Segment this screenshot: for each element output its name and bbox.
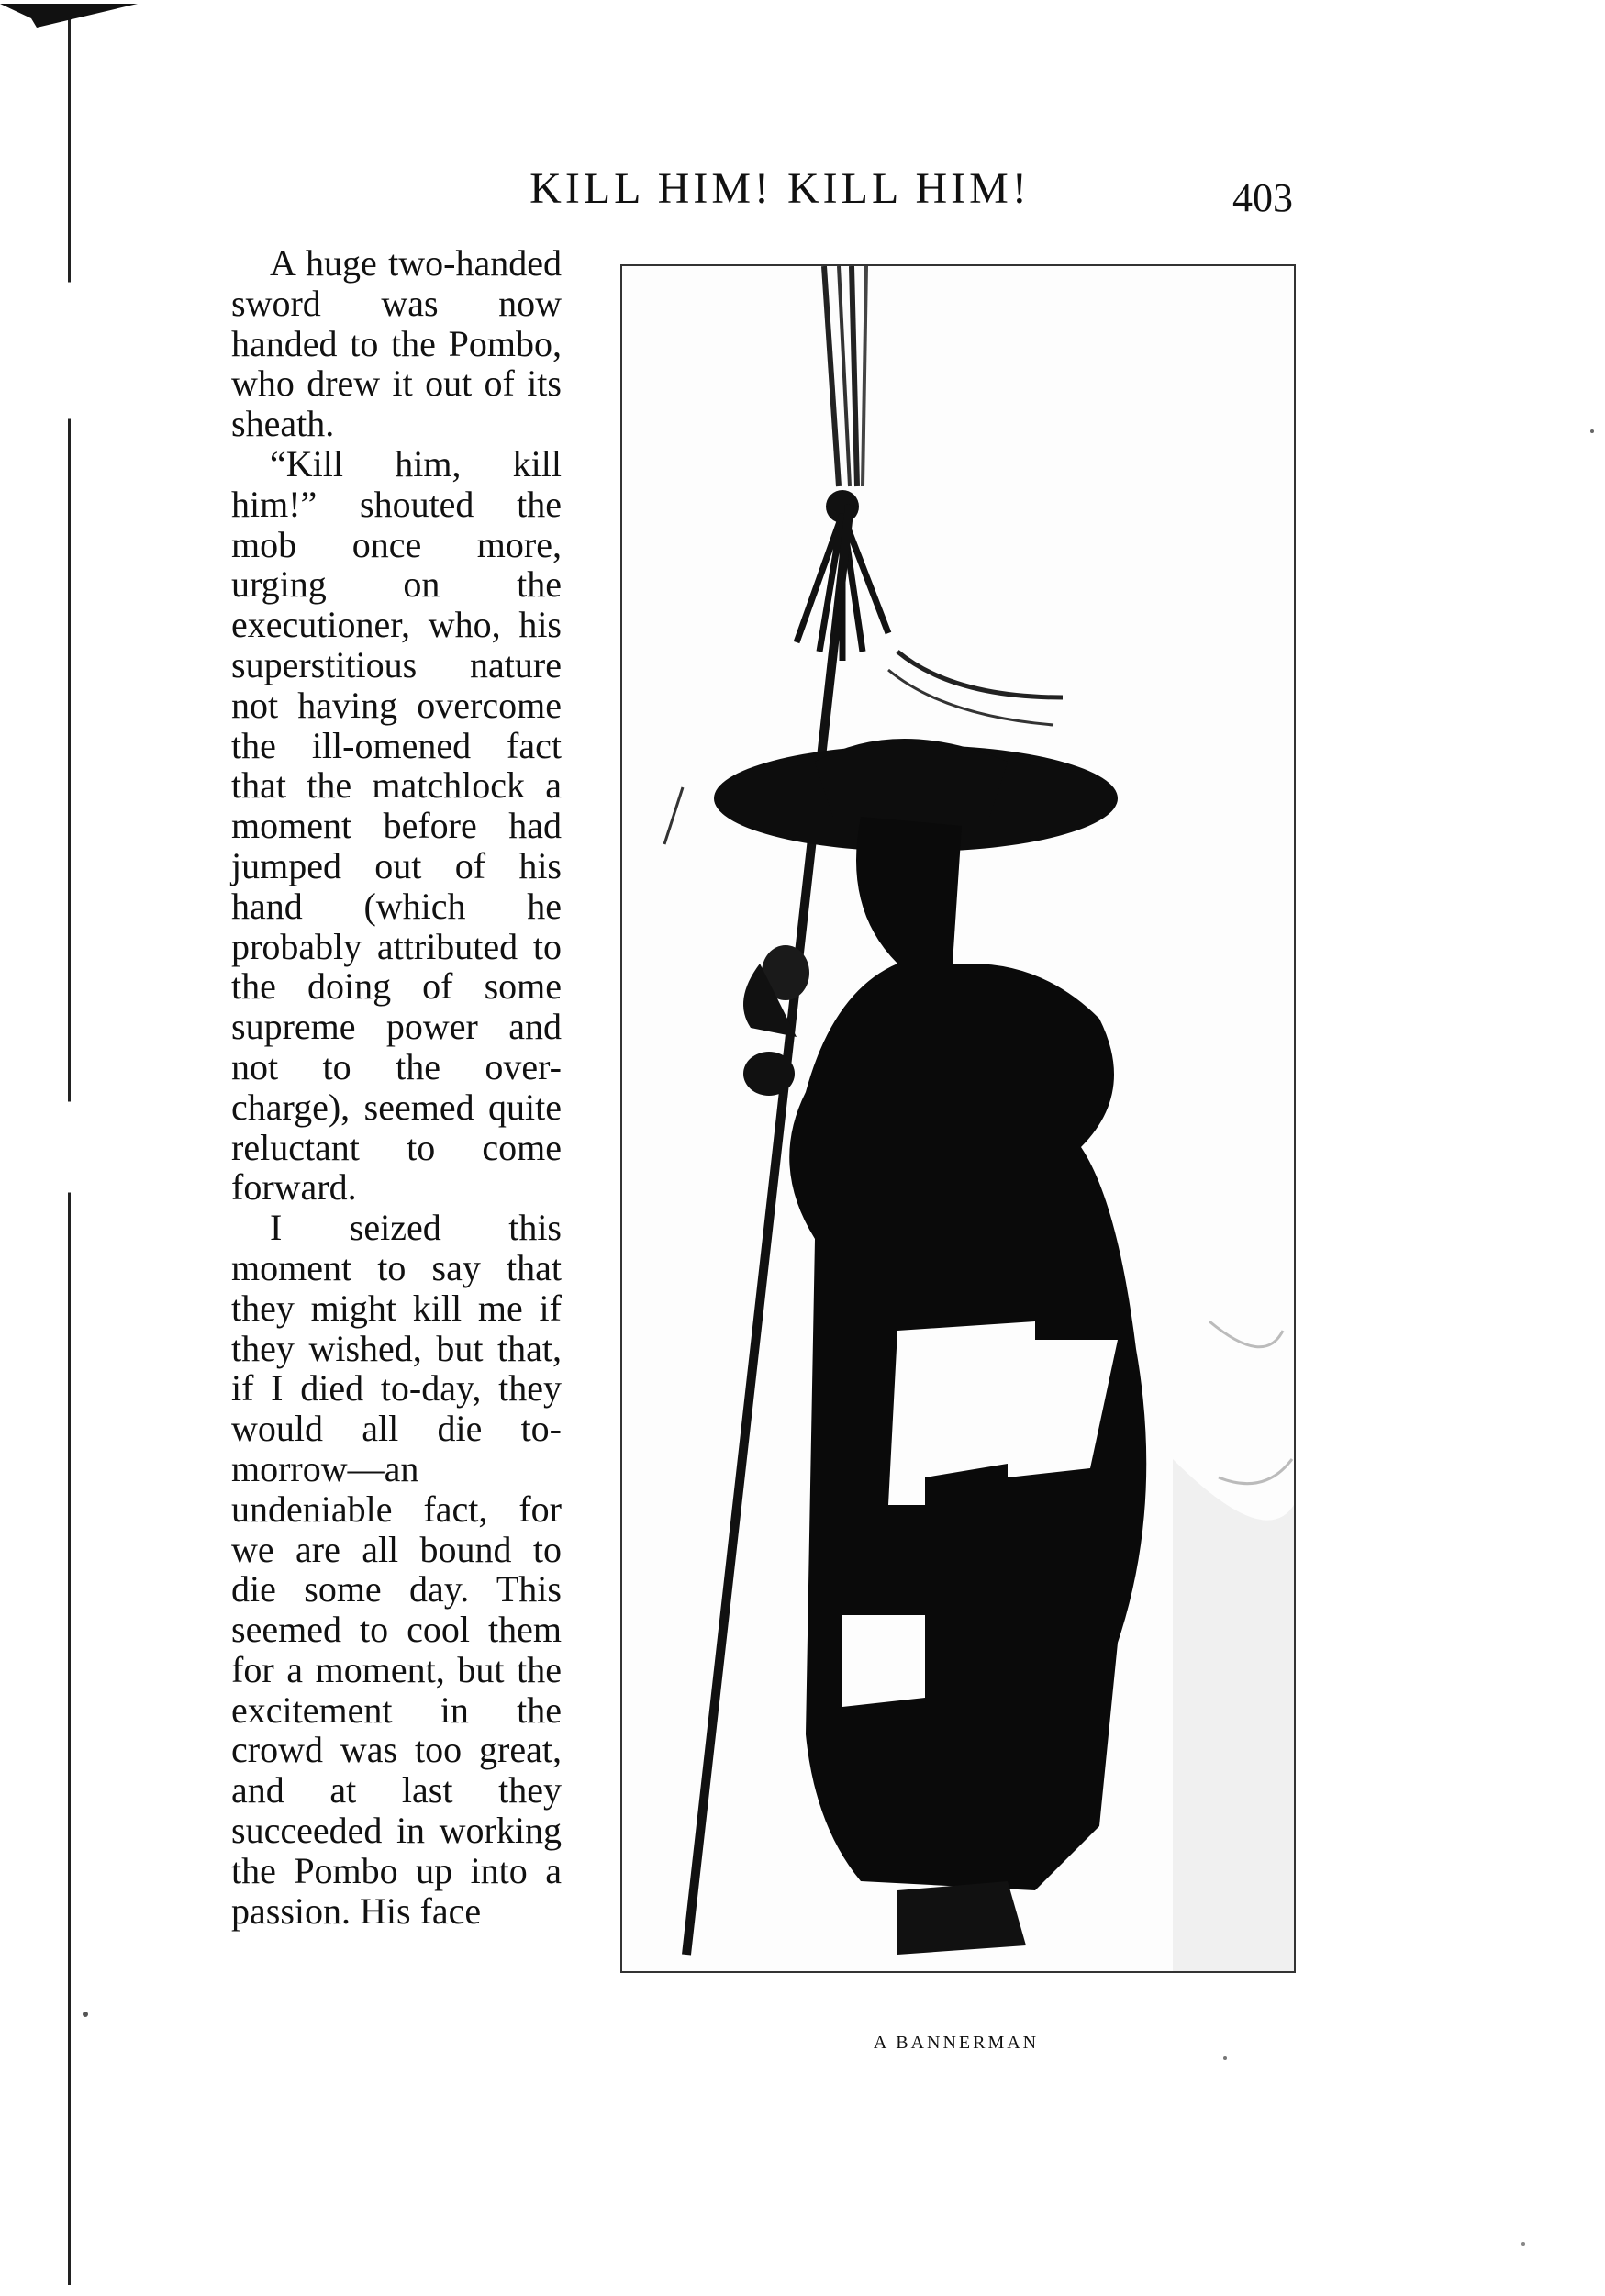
paragraph: “Kill him, kill him!” shouted the mob once more, urging on the executioner, who, his superstitious nature not having overcome the ill-omened fact that the matchlock a moment before had jumped out of his hand (which he probably attributed to the doing of some supreme power and not to the over-charge), seemed quite reluctant to come forward. (231, 442, 562, 1209)
illustration-caption: A BANNERMAN (873, 2033, 1040, 2053)
running-head: KILL HIM! KILL HIM! (529, 164, 1031, 213)
paragraph: A huge two-handed sword was now handed to the Pombo, who drew it out of its sheath. (231, 242, 562, 445)
page-number: 403 (1232, 175, 1293, 220)
paragraph: I seized this moment to say that they might kill me if they wished, but that, if I died to-day, they would all die to-morrow—an undeniable fact, for we are all bound to die some day. This seemed to cool them for a moment, but the excitement in the crowd was too great, and at last they succeeded in working the Pombo up into a passion. His face (231, 1207, 562, 1932)
